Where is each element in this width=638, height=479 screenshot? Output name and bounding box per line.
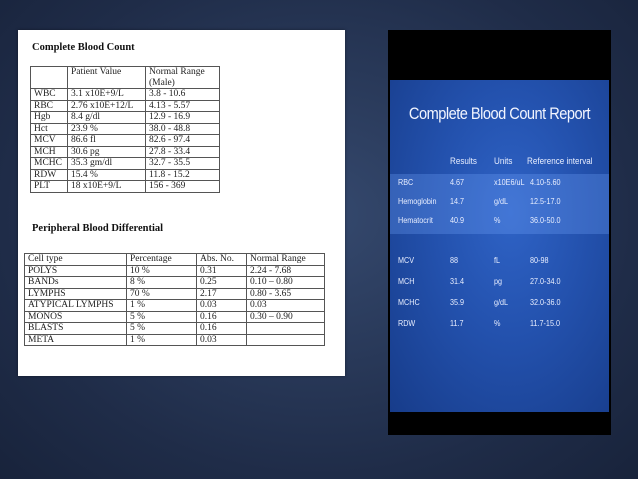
cbc-test-name: Hct (31, 123, 68, 135)
diff-percentage: 10 % (127, 265, 197, 277)
diff-abs-no: 0.25 (197, 277, 247, 289)
diff-abs-no: 2.17 (197, 288, 247, 300)
diff-header-abs-no: Abs. No. (197, 254, 247, 266)
diff-row (25, 288, 325, 300)
slide-test-name: RBC (398, 177, 414, 187)
cbc-test-name: RDW (31, 169, 68, 181)
cbc-row (31, 100, 220, 112)
cbc-patient-value: 18 x10E+9/L (68, 181, 146, 193)
slide-test-name: MCHC (398, 297, 420, 307)
slide-reference: 4.10-5.60 (530, 177, 561, 187)
diff-table (24, 253, 325, 346)
slide-reference: 12.5-17.0 (530, 196, 561, 206)
diff-normal-range (247, 334, 325, 346)
diff-row (25, 300, 325, 312)
slide-header-reference: Reference interval (527, 156, 593, 167)
slide-units: fL (494, 255, 501, 265)
cbc-patient-value: 30.6 pg (68, 146, 146, 158)
diff-cell-type: ATYPICAL LYMPHS (25, 300, 127, 312)
slide-test-name: MCH (398, 276, 415, 286)
cbc-patient-value: 35.3 gm/dl (68, 158, 146, 170)
cbc-row (31, 89, 220, 101)
diff-row (25, 277, 325, 289)
cbc-normal-range: 4.13 - 5.57 (146, 100, 220, 112)
diff-abs-no: 0.03 (197, 334, 247, 346)
cbc-normal-range: 82.6 - 97.4 (146, 135, 220, 147)
cbc-row (31, 112, 220, 124)
slide-result: 31.4 (450, 276, 465, 286)
slide-test-name: Hematocrit (398, 215, 433, 225)
diff-normal-range: 0.03 (247, 300, 325, 312)
diff-percentage: 8 % (127, 277, 197, 289)
slide-units: % (494, 318, 501, 328)
cbc-test-name: MCH (31, 146, 68, 158)
cbc-test-name: MCV (31, 135, 68, 147)
cbc-header-normal-range: Normal Range (Male) (146, 67, 220, 89)
cbc-patient-value: 86.6 fl (68, 135, 146, 147)
cbc-test-name: Hgb (31, 112, 68, 124)
diff-cell-type: MONOS (25, 311, 127, 323)
diff-normal-range: 0.80 - 3.65 (247, 288, 325, 300)
cbc-table (30, 66, 220, 193)
cbc-normal-range: 11.8 - 15.2 (146, 169, 220, 181)
slide-screen (390, 80, 609, 412)
diff-abs-no: 0.16 (197, 323, 247, 335)
diff-row (25, 265, 325, 277)
cbc-test-name: MCHC (31, 158, 68, 170)
diff-cell-type: POLYS (25, 265, 127, 277)
cbc-test-name: WBC (31, 89, 68, 101)
slide-test-name: RDW (398, 318, 416, 328)
diff-header-percentage: Percentage (127, 254, 197, 266)
cbc-row (31, 135, 220, 147)
cbc-row (31, 158, 220, 170)
cbc-patient-value: 3.1 x10E+9/L (68, 89, 146, 101)
cbc-normal-range: 27.8 - 33.4 (146, 146, 220, 158)
cbc-normal-range: 156 - 369 (146, 181, 220, 193)
diff-cell-type: BANDs (25, 277, 127, 289)
cbc-patient-value: 15.4 % (68, 169, 146, 181)
slide-reference: 32.0-36.0 (530, 297, 561, 307)
slide-result: 35.9 (450, 297, 465, 307)
diff-percentage: 5 % (127, 323, 197, 335)
cbc-header-patient-value: Patient Value (68, 67, 146, 89)
slide-result: 4.67 (450, 177, 465, 187)
slide-units: g/dL (494, 196, 509, 206)
diff-row (25, 311, 325, 323)
cbc-row (31, 181, 220, 193)
cbc-row (31, 123, 220, 135)
slide-test-name: Hemoglobin (398, 196, 437, 206)
diff-cell-type: BLASTS (25, 323, 127, 335)
cbc-patient-value: 2.76 x10E+12/L (68, 100, 146, 112)
diff-normal-range: 0.10 – 0.80 (247, 277, 325, 289)
slide-result: 40.9 (450, 215, 465, 225)
diff-title: Peripheral Blood Differential (32, 223, 164, 234)
diff-percentage: 1 % (127, 300, 197, 312)
cbc-header-row (31, 67, 220, 89)
slide-test-name: MCV (398, 255, 415, 265)
cbc-header-blank (31, 67, 68, 89)
cbc-test-name: RBC (31, 100, 68, 112)
diff-percentage: 70 % (127, 288, 197, 300)
diff-normal-range: 0.30 – 0.90 (247, 311, 325, 323)
slide-header-units: Units (494, 156, 513, 167)
cbc-normal-range: 32.7 - 35.5 (146, 158, 220, 170)
slide-reference: 36.0-50.0 (530, 215, 561, 225)
cbc-patient-value: 23.9 % (68, 123, 146, 135)
cbc-report-slide (388, 30, 611, 435)
slide-units: x10E6/uL (494, 177, 525, 187)
diff-cell-type: LYMPHS (25, 288, 127, 300)
slide-result: 88 (450, 255, 459, 265)
diff-abs-no: 0.31 (197, 265, 247, 277)
cbc-row (31, 146, 220, 158)
slide-result: 14.7 (450, 196, 465, 206)
cbc-patient-value: 8.4 g/dl (68, 112, 146, 124)
cbc-test-name: PLT (31, 181, 68, 193)
cbc-normal-range: 38.0 - 48.8 (146, 123, 220, 135)
diff-header-row (25, 254, 325, 266)
diff-normal-range: 2.24 - 7.68 (247, 265, 325, 277)
diff-row (25, 334, 325, 346)
diff-header-cell-type: Cell type (25, 254, 127, 266)
slide-reference: 11.7-15.0 (530, 318, 561, 328)
diff-percentage: 1 % (127, 334, 197, 346)
diff-abs-no: 0.03 (197, 300, 247, 312)
cbc-document (18, 30, 345, 376)
diff-cell-type: META (25, 334, 127, 346)
slide-units: pg (494, 276, 503, 286)
diff-percentage: 5 % (127, 311, 197, 323)
diff-normal-range (247, 323, 325, 335)
cbc-normal-range: 3.8 - 10.6 (146, 89, 220, 101)
slide-title: Complete Blood Count Report (408, 104, 591, 123)
cbc-normal-range: 12.9 - 16.9 (146, 112, 220, 124)
slide-reference: 27.0-34.0 (530, 276, 561, 286)
slide-result: 11.7 (450, 318, 464, 328)
cbc-row (31, 169, 220, 181)
slide-header-results: Results (450, 156, 477, 167)
slide-units: % (494, 215, 501, 225)
diff-row (25, 323, 325, 335)
diff-abs-no: 0.16 (197, 311, 247, 323)
cbc-title: Complete Blood Count (32, 42, 135, 53)
slide-reference: 80-98 (530, 255, 549, 265)
diff-header-normal-range: Normal Range (247, 254, 325, 266)
slide-units: g/dL (494, 297, 509, 307)
